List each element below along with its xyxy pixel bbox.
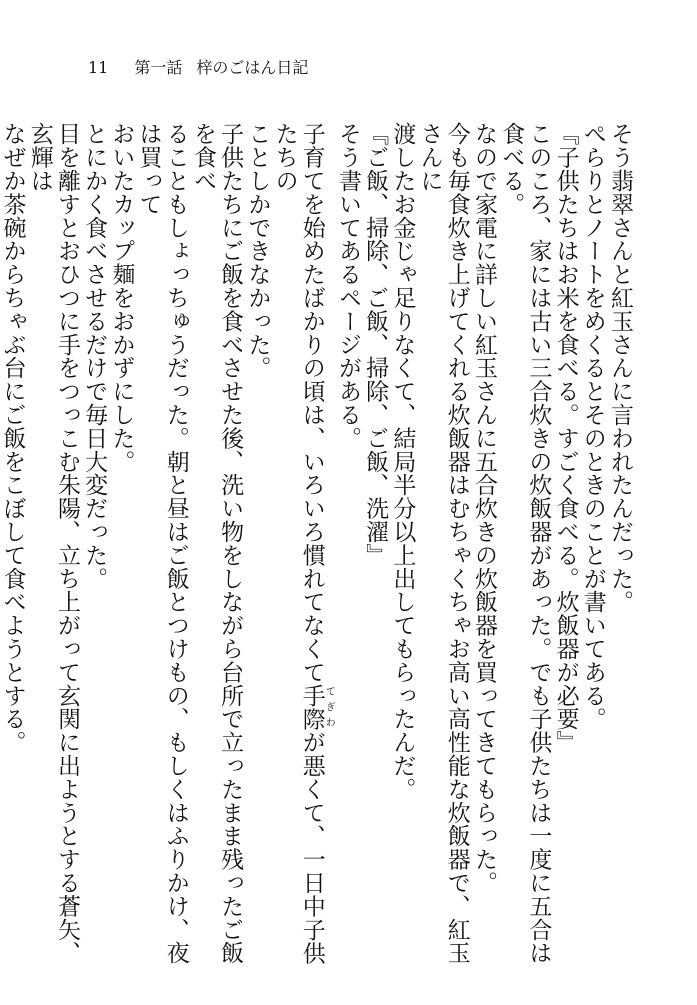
text-line: ぺらりとノートをめくるとそのときのことが書いてある。 [579, 122, 606, 731]
chapter-label: 第一話 [134, 58, 183, 77]
text-line: 目を離すとおひつに手をつっこむ朱陽、立ち上がって玄関に出ようとする蒼矢、玄輝は [26, 122, 80, 965]
text-line: 『ご飯、掃除、ご飯、掃除、ご飯、洗濯』 [362, 122, 389, 567]
text-line: 今も毎食炊き上げてくれる炊飯器はむちゃくちゃお高い高性能な炊飯器で、紅玉さんに [416, 122, 470, 965]
text-line: 子育てを始めたばかりの頃は、いろいろ慣れてなくて手際てぎわが悪くて、一日中子供たちの [271, 122, 335, 965]
text-line: 子供たちにご飯を食べさせた後、洗い物をしながら台所で立ったまま残ったご飯を食べ [189, 122, 244, 965]
page-number: 11 [88, 58, 109, 77]
text-line: そう書いてあるページがある。 [334, 122, 361, 450]
text-line: なので家電に詳しい紅玉さんに五合炊きの炊飯器を買ってきてもらった。 [470, 122, 497, 895]
book-title: 梓のごはん日記 [196, 58, 309, 77]
text-line: ことしかできなかった。 [244, 122, 271, 380]
text-line: なぜか茶碗からちゃぶ台にご飯をこぼして食べようとする。 [0, 122, 26, 754]
text-line: ることもしょっちゅうだった。朝と昼はご飯とつけもの、もしくはふりかけ、夜は買って [135, 122, 189, 965]
ruby-annotation: 手際てぎわ [298, 683, 335, 731]
running-header [88, 58, 308, 78]
text-line: おいたカップ麺をおかずにした。 [108, 122, 135, 473]
text-line: このころ、家には古い三合炊きの炊飯器があった。でも子供たちは一度に五合は食べる。 [498, 122, 552, 965]
text-line: とにかく食べさせるだけで毎日大変だった。 [81, 122, 108, 590]
text-line: そう翡翠さんと紅玉さんに言われたんだった。 [607, 122, 633, 614]
text-line: 『子供たちはお米を食べる。すごく食べる。炊飯器が必要』 [552, 122, 579, 754]
vertical-body-text [0, 122, 633, 982]
text-line: 渡したお金じゃ足りなくて、結局半分以上出してもらったんだ。 [389, 122, 416, 801]
ruby-reading: てぎわ [323, 683, 335, 731]
